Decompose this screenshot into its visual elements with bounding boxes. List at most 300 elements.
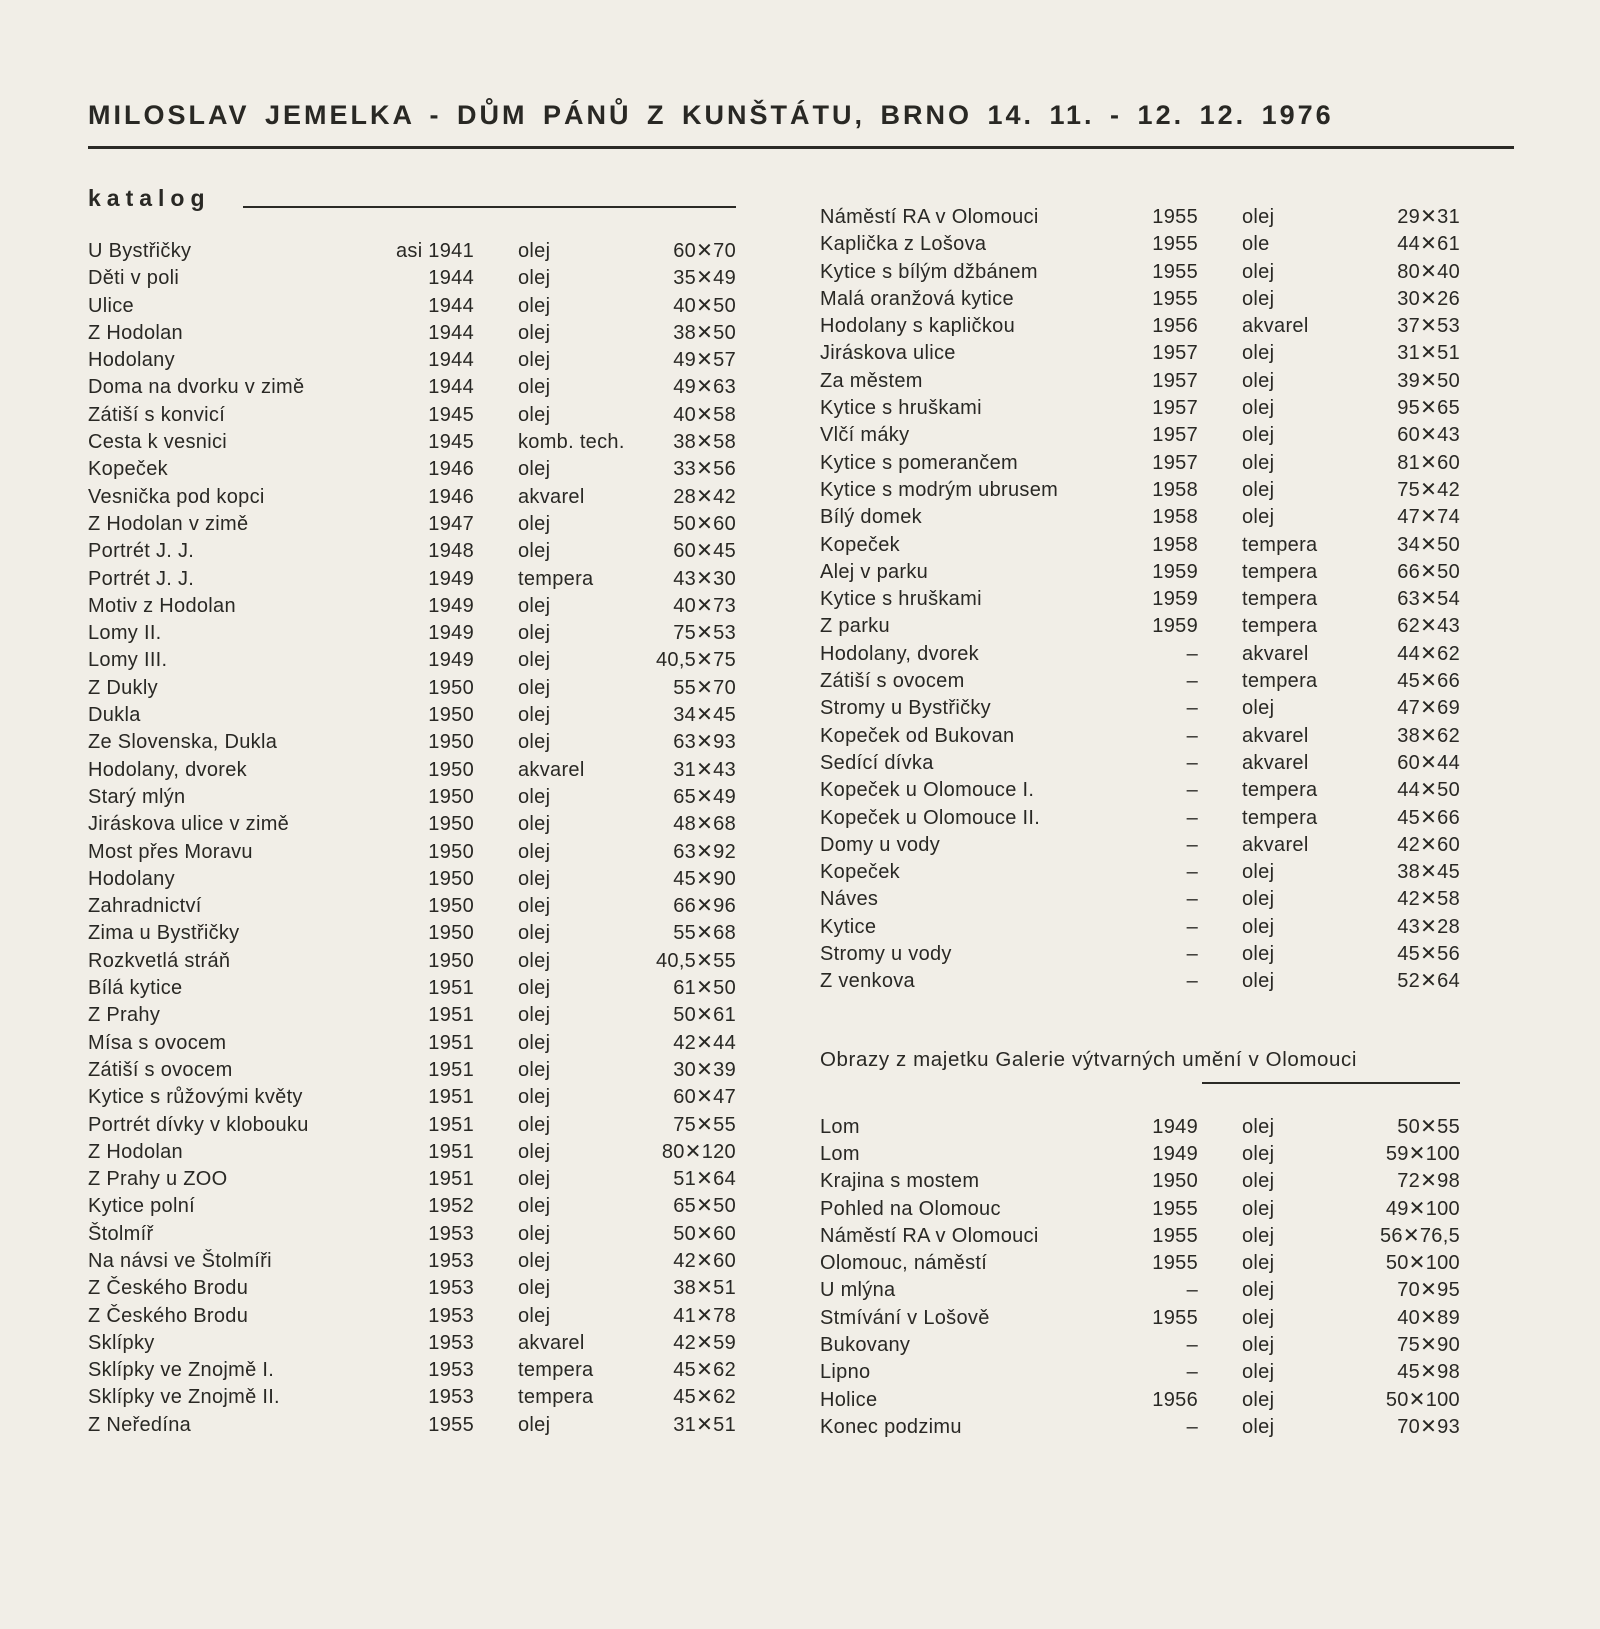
row-title: Kytice s hruškami bbox=[820, 588, 982, 611]
table-row bbox=[820, 1114, 1460, 1141]
table-row bbox=[88, 429, 736, 456]
row-technique: tempera bbox=[1242, 670, 1318, 693]
row-title: Kytice bbox=[820, 915, 877, 938]
table-row bbox=[88, 456, 736, 483]
table-row bbox=[88, 920, 736, 947]
row-title: Jiráskova ulice bbox=[820, 342, 956, 365]
table-row bbox=[820, 259, 1460, 286]
table-row bbox=[88, 1139, 736, 1166]
row-size: 75✕53 bbox=[673, 622, 736, 645]
row-title: Z Prahy u ZOO bbox=[88, 1168, 228, 1191]
row-title: Z venkova bbox=[820, 970, 915, 993]
row-year: 1955 bbox=[1152, 1224, 1198, 1247]
table-row bbox=[820, 450, 1460, 477]
row-year: 1957 bbox=[1152, 369, 1198, 392]
row-technique: olej bbox=[518, 785, 551, 808]
row-title: Motiv z Hodolan bbox=[88, 594, 236, 617]
table-row bbox=[88, 675, 736, 702]
row-year: 1949 bbox=[428, 622, 474, 645]
row-title: Hodolany bbox=[88, 349, 175, 372]
row-technique: olej bbox=[518, 731, 551, 754]
table-row bbox=[820, 204, 1460, 231]
row-year: 1950 bbox=[428, 895, 474, 918]
row-year: 1957 bbox=[1152, 424, 1198, 447]
table-row bbox=[88, 1221, 736, 1248]
row-title: Hodolany, dvorek bbox=[88, 758, 247, 781]
row-title: Bílá kytice bbox=[88, 977, 183, 1000]
row-size: 45✕56 bbox=[1397, 943, 1460, 966]
row-size: 39✕50 bbox=[1397, 369, 1460, 392]
row-title: Lomy III. bbox=[88, 649, 168, 672]
row-year: – bbox=[1186, 697, 1198, 720]
row-technique: olej bbox=[518, 813, 551, 836]
row-technique: olej bbox=[518, 1277, 551, 1300]
row-title: Na návsi ve Štolmíři bbox=[88, 1249, 272, 1272]
table-row bbox=[88, 1357, 736, 1384]
row-technique: olej bbox=[518, 704, 551, 727]
row-size: 63✕93 bbox=[673, 731, 736, 754]
gallery-section-rule bbox=[1202, 1082, 1460, 1084]
row-year: 1946 bbox=[428, 458, 474, 481]
row-technique: olej bbox=[1242, 260, 1275, 283]
row-technique: olej bbox=[1242, 451, 1275, 474]
row-year: 1944 bbox=[428, 294, 474, 317]
row-title: Domy u vody bbox=[820, 833, 941, 856]
row-year: 1944 bbox=[428, 321, 474, 344]
row-title: Hodolany bbox=[88, 867, 175, 890]
katalog-header bbox=[88, 182, 736, 212]
catalog-right-column bbox=[820, 182, 1460, 1441]
table-row bbox=[88, 511, 736, 538]
row-title: Kopeček bbox=[820, 861, 900, 884]
row-title: U mlýna bbox=[820, 1279, 896, 1302]
row-technique: olej bbox=[518, 1413, 551, 1436]
row-title: Z Hodolan bbox=[88, 1140, 183, 1163]
row-technique: olej bbox=[1242, 1279, 1275, 1302]
row-size: 40✕58 bbox=[673, 403, 736, 426]
row-technique: olej bbox=[1242, 1224, 1275, 1247]
row-size: 35✕49 bbox=[673, 267, 736, 290]
row-technique: ole bbox=[1242, 233, 1270, 256]
row-size: 38✕51 bbox=[673, 1277, 736, 1300]
row-year: 1957 bbox=[1152, 342, 1198, 365]
table-row bbox=[820, 559, 1460, 586]
row-technique: komb. tech. bbox=[518, 431, 625, 454]
row-title: Z Hodolan bbox=[88, 321, 183, 344]
row-size: 29✕31 bbox=[1397, 206, 1460, 228]
row-year: 1959 bbox=[1152, 588, 1198, 611]
table-row bbox=[820, 586, 1460, 613]
row-year: 1950 bbox=[428, 785, 474, 808]
row-size: 50✕100 bbox=[1385, 1252, 1460, 1275]
row-title: Z Českého Brodu bbox=[88, 1277, 249, 1300]
row-year: 1945 bbox=[428, 431, 474, 454]
row-size: 65✕50 bbox=[673, 1195, 736, 1218]
table-row bbox=[820, 695, 1460, 722]
row-year: 1951 bbox=[428, 977, 474, 1000]
row-technique: olej bbox=[1242, 1415, 1275, 1438]
catalog-table-left bbox=[88, 238, 736, 1439]
row-title: Lipno bbox=[820, 1361, 871, 1384]
gallery-table bbox=[820, 1114, 1460, 1442]
row-size: 60✕43 bbox=[1397, 424, 1460, 447]
table-row bbox=[88, 320, 736, 347]
table-row bbox=[88, 784, 736, 811]
row-title: Z Prahy bbox=[88, 1004, 161, 1027]
page-title: MILOSLAV JEMELKA - DŮM PÁNŮ Z KUNŠTÁTU, BRNO 14. 11. - 12. 12. 1976 bbox=[88, 100, 1334, 130]
row-year: 1959 bbox=[1152, 560, 1198, 583]
table-row bbox=[88, 948, 736, 975]
row-size: 55✕70 bbox=[673, 676, 736, 699]
table-row bbox=[88, 238, 736, 265]
row-size: 50✕61 bbox=[673, 1004, 736, 1027]
table-row bbox=[88, 702, 736, 729]
row-technique: olej bbox=[1242, 1115, 1275, 1138]
row-year: 1951 bbox=[428, 1140, 474, 1163]
row-size: 34✕45 bbox=[673, 704, 736, 727]
table-row bbox=[88, 647, 736, 674]
table-row bbox=[820, 1305, 1460, 1332]
row-year: – bbox=[1186, 915, 1198, 938]
row-title: Sedící dívka bbox=[820, 751, 934, 774]
row-size: 70✕95 bbox=[1397, 1279, 1460, 1302]
table-row bbox=[88, 1248, 736, 1275]
table-row bbox=[820, 1387, 1460, 1414]
row-technique: olej bbox=[518, 622, 551, 645]
row-title: Za městem bbox=[820, 369, 923, 392]
row-technique: akvarel bbox=[1242, 724, 1309, 747]
row-technique: tempera bbox=[518, 567, 594, 590]
row-size: 43✕28 bbox=[1397, 915, 1460, 938]
row-year: 1953 bbox=[428, 1304, 474, 1327]
row-size: 30✕39 bbox=[673, 1058, 736, 1081]
row-size: 63✕92 bbox=[673, 840, 736, 863]
row-title: Náves bbox=[820, 888, 879, 911]
row-year: 1949 bbox=[428, 594, 474, 617]
row-size: 81✕60 bbox=[1397, 451, 1460, 474]
row-title: Kaplička z Lošova bbox=[820, 233, 987, 256]
row-technique: olej bbox=[1242, 287, 1275, 310]
table-row bbox=[820, 723, 1460, 750]
row-year: asi 1941 bbox=[395, 240, 474, 262]
row-technique: olej bbox=[1242, 1361, 1275, 1384]
row-technique: olej bbox=[518, 240, 551, 262]
gallery-section-heading: Obrazy z majetku Galerie výtvarných umění v Olomouci bbox=[820, 1047, 1358, 1071]
row-technique: olej bbox=[518, 267, 551, 290]
row-year: – bbox=[1186, 751, 1198, 774]
row-technique: olej bbox=[518, 321, 551, 344]
table-row bbox=[88, 538, 736, 565]
row-technique: olej bbox=[1242, 1388, 1275, 1411]
row-year: – bbox=[1186, 861, 1198, 884]
row-size: 75✕42 bbox=[1397, 478, 1460, 501]
row-technique: olej bbox=[518, 1086, 551, 1109]
row-year: – bbox=[1186, 806, 1198, 829]
row-technique: olej bbox=[518, 1004, 551, 1027]
row-size: 55✕68 bbox=[673, 922, 736, 945]
row-title: Děti v poli bbox=[88, 267, 180, 290]
row-title: Bukovany bbox=[820, 1333, 911, 1356]
row-title: Sklípky ve Znojmě I. bbox=[88, 1359, 275, 1382]
row-size: 75✕90 bbox=[1397, 1333, 1460, 1356]
row-technique: olej bbox=[518, 294, 551, 317]
row-size: 31✕51 bbox=[673, 1413, 736, 1436]
row-year: 1955 bbox=[1152, 1197, 1198, 1220]
title-rule bbox=[88, 146, 1514, 149]
row-title: Portrét J. J. bbox=[88, 567, 195, 590]
table-row bbox=[88, 811, 736, 838]
row-size: 45✕66 bbox=[1397, 670, 1460, 693]
row-title: Kytice s růžovými květy bbox=[88, 1086, 303, 1109]
row-technique: olej bbox=[1242, 1197, 1275, 1220]
katalog-rule bbox=[243, 206, 736, 208]
row-size: 40,5✕75 bbox=[655, 649, 736, 672]
row-size: 44✕50 bbox=[1397, 779, 1460, 802]
table-row bbox=[820, 368, 1460, 395]
table-row bbox=[820, 504, 1460, 531]
row-year: 1947 bbox=[428, 512, 474, 535]
row-technique: olej bbox=[518, 676, 551, 699]
row-technique: tempera bbox=[518, 1386, 594, 1409]
row-size: 28✕42 bbox=[673, 485, 736, 508]
row-size: 34✕50 bbox=[1397, 533, 1460, 556]
table-row bbox=[820, 1141, 1460, 1168]
row-title: Z Českého Brodu bbox=[88, 1304, 249, 1327]
row-technique: tempera bbox=[1242, 588, 1318, 611]
row-technique: olej bbox=[1242, 888, 1275, 911]
row-size: 40✕73 bbox=[673, 594, 736, 617]
row-size: 31✕43 bbox=[673, 758, 736, 781]
table-row bbox=[88, 347, 736, 374]
table-row bbox=[88, 1030, 736, 1057]
row-size: 30✕26 bbox=[1397, 287, 1460, 310]
table-row bbox=[88, 402, 736, 429]
row-size: 70✕93 bbox=[1397, 1415, 1460, 1438]
row-year: – bbox=[1186, 1279, 1198, 1302]
row-year: 1950 bbox=[428, 758, 474, 781]
row-title: Hodolany, dvorek bbox=[820, 642, 979, 665]
row-title: Vesnička pod kopci bbox=[88, 485, 265, 508]
row-title: Kytice s pomerančem bbox=[820, 451, 1018, 474]
row-technique: akvarel bbox=[1242, 751, 1309, 774]
row-size: 38✕58 bbox=[673, 431, 736, 454]
row-technique: olej bbox=[1242, 1333, 1275, 1356]
table-row bbox=[88, 866, 736, 893]
row-size: 50✕60 bbox=[673, 1222, 736, 1245]
row-size: 95✕65 bbox=[1397, 397, 1460, 420]
row-title: Most přes Moravu bbox=[88, 840, 253, 863]
row-technique: olej bbox=[518, 840, 551, 863]
table-row bbox=[88, 620, 736, 647]
row-title: Náměstí RA v Olomouci bbox=[820, 1224, 1039, 1247]
row-title: Zátiší s ovocem bbox=[820, 670, 965, 693]
row-title: Malá oranžová kytice bbox=[820, 287, 1014, 310]
row-year: 1951 bbox=[428, 1086, 474, 1109]
table-row bbox=[88, 975, 736, 1002]
row-technique: olej bbox=[518, 895, 551, 918]
row-title: Ulice bbox=[88, 294, 134, 317]
row-technique: olej bbox=[518, 649, 551, 672]
table-row bbox=[88, 1193, 736, 1220]
row-size: 41✕78 bbox=[673, 1304, 736, 1327]
catalog-left-column bbox=[88, 182, 736, 1441]
table-row bbox=[820, 1277, 1460, 1304]
row-year: 1957 bbox=[1152, 397, 1198, 420]
row-size: 60✕47 bbox=[673, 1086, 736, 1109]
table-row bbox=[820, 1359, 1460, 1386]
row-title: Stromy u Bystřičky bbox=[820, 697, 991, 720]
row-technique: olej bbox=[1242, 369, 1275, 392]
row-technique: olej bbox=[518, 1113, 551, 1136]
row-year: 1956 bbox=[1152, 315, 1198, 338]
row-title: Portrét J. J. bbox=[88, 540, 195, 563]
row-size: 31✕51 bbox=[1397, 342, 1460, 365]
row-technique: olej bbox=[518, 403, 551, 426]
katalog-label: katalog bbox=[88, 185, 211, 211]
row-size: 45✕98 bbox=[1397, 1361, 1460, 1384]
row-year: 1950 bbox=[428, 949, 474, 972]
row-technique: olej bbox=[518, 458, 551, 481]
row-size: 50✕60 bbox=[673, 512, 736, 535]
row-technique: olej bbox=[518, 1058, 551, 1081]
table-row bbox=[820, 532, 1460, 559]
row-year: 1950 bbox=[428, 704, 474, 727]
row-title: Pohled na Olomouc bbox=[820, 1197, 1001, 1220]
row-size: 33✕56 bbox=[673, 458, 736, 481]
row-year: 1951 bbox=[428, 1004, 474, 1027]
table-row bbox=[88, 1166, 736, 1193]
catalog-table-right bbox=[820, 204, 1460, 996]
row-title: Kopeček u Olomouce I. bbox=[820, 779, 1035, 802]
row-technique: olej bbox=[1242, 697, 1275, 720]
row-technique: olej bbox=[1242, 861, 1275, 884]
row-technique: tempera bbox=[1242, 615, 1318, 638]
row-technique: olej bbox=[518, 977, 551, 1000]
row-size: 38✕50 bbox=[673, 321, 736, 344]
row-title: Zahradnictví bbox=[88, 895, 202, 918]
row-year: 1951 bbox=[428, 1168, 474, 1191]
row-year: 1949 bbox=[1152, 1115, 1198, 1138]
row-title: Kytice polní bbox=[88, 1195, 195, 1218]
row-size: 42✕59 bbox=[673, 1331, 736, 1354]
row-year: 1950 bbox=[428, 731, 474, 754]
row-size: 38✕62 bbox=[1397, 724, 1460, 747]
row-title: Bílý domek bbox=[820, 506, 922, 529]
row-title: Z Neředína bbox=[88, 1413, 192, 1436]
table-row bbox=[820, 1196, 1460, 1223]
row-title: Stmívání v Lošově bbox=[820, 1306, 990, 1329]
row-year: 1950 bbox=[428, 813, 474, 836]
table-row bbox=[88, 374, 736, 401]
row-technique: olej bbox=[1242, 397, 1275, 420]
row-technique: olej bbox=[1242, 424, 1275, 447]
row-title: Hodolany s kapličkou bbox=[820, 315, 1015, 338]
table-row bbox=[820, 941, 1460, 968]
row-size: 45✕62 bbox=[673, 1359, 736, 1382]
row-size: 40✕50 bbox=[673, 294, 736, 317]
row-title: Z Hodolan v zimě bbox=[88, 512, 249, 535]
row-year: 1953 bbox=[428, 1277, 474, 1300]
row-size: 45✕66 bbox=[1397, 806, 1460, 829]
row-year: 1958 bbox=[1152, 506, 1198, 529]
row-technique: olej bbox=[518, 922, 551, 945]
row-year: 1955 bbox=[428, 1413, 474, 1436]
row-size: 49✕57 bbox=[673, 349, 736, 372]
row-year: 1959 bbox=[1152, 615, 1198, 638]
row-technique: akvarel bbox=[518, 758, 585, 781]
row-year: 1950 bbox=[428, 867, 474, 890]
row-technique: olej bbox=[1242, 1170, 1275, 1193]
row-title: Jiráskova ulice v zimě bbox=[88, 813, 290, 836]
table-row bbox=[820, 1332, 1460, 1359]
row-technique: olej bbox=[1242, 342, 1275, 365]
table-row bbox=[820, 1414, 1460, 1441]
row-technique: olej bbox=[518, 376, 551, 399]
table-row bbox=[820, 313, 1460, 340]
row-size: 61✕50 bbox=[673, 977, 736, 1000]
row-year: 1951 bbox=[428, 1058, 474, 1081]
row-technique: tempera bbox=[1242, 779, 1318, 802]
table-row bbox=[820, 668, 1460, 695]
row-size: 47✕69 bbox=[1397, 697, 1460, 720]
row-size: 75✕55 bbox=[673, 1113, 736, 1136]
row-size: 56✕76,5 bbox=[1379, 1224, 1460, 1247]
row-title: Alej v parku bbox=[820, 560, 929, 583]
row-title: Zima u Bystřičky bbox=[88, 922, 240, 945]
row-size: 50✕55 bbox=[1397, 1115, 1460, 1138]
row-technique: olej bbox=[1242, 506, 1275, 529]
table-row bbox=[820, 859, 1460, 886]
row-technique: olej bbox=[1242, 970, 1275, 993]
row-size: 38✕45 bbox=[1397, 861, 1460, 884]
row-year: 1953 bbox=[428, 1386, 474, 1409]
row-title: Krajina s mostem bbox=[820, 1170, 980, 1193]
row-year: 1945 bbox=[428, 403, 474, 426]
row-technique: olej bbox=[1242, 1252, 1275, 1275]
row-title: U Bystřičky bbox=[88, 240, 192, 262]
row-title: Kopeček bbox=[820, 533, 900, 556]
row-year: – bbox=[1186, 642, 1198, 665]
row-year: 1955 bbox=[1152, 1306, 1198, 1329]
row-title: Olomouc, náměstí bbox=[820, 1252, 988, 1275]
row-title: Konec podzimu bbox=[820, 1415, 962, 1438]
table-row bbox=[820, 1250, 1460, 1277]
row-title: Lomy II. bbox=[88, 622, 162, 645]
catalog-columns bbox=[88, 182, 1514, 1441]
row-technique: akvarel bbox=[1242, 315, 1309, 338]
row-year: – bbox=[1186, 1415, 1198, 1438]
row-size: 45✕62 bbox=[673, 1386, 736, 1409]
row-year: 1956 bbox=[1152, 1388, 1198, 1411]
row-technique: tempera bbox=[1242, 560, 1318, 583]
table-row bbox=[88, 1412, 736, 1439]
row-year: – bbox=[1186, 1333, 1198, 1356]
row-technique: olej bbox=[518, 540, 551, 563]
row-title: Kytice s modrým ubrusem bbox=[820, 478, 1059, 501]
row-technique: olej bbox=[1242, 1306, 1275, 1329]
row-title: Kopeček bbox=[88, 458, 168, 481]
row-year: 1951 bbox=[428, 1031, 474, 1054]
table-row bbox=[820, 613, 1460, 640]
row-year: 1950 bbox=[428, 840, 474, 863]
row-technique: olej bbox=[1242, 206, 1275, 228]
row-size: 49✕63 bbox=[673, 376, 736, 399]
row-year: 1949 bbox=[428, 567, 474, 590]
row-title: Náměstí RA v Olomouci bbox=[820, 206, 1039, 228]
row-year: – bbox=[1186, 779, 1198, 802]
row-year: 1944 bbox=[428, 349, 474, 372]
row-title: Kopeček u Olomouce II. bbox=[820, 806, 1041, 829]
